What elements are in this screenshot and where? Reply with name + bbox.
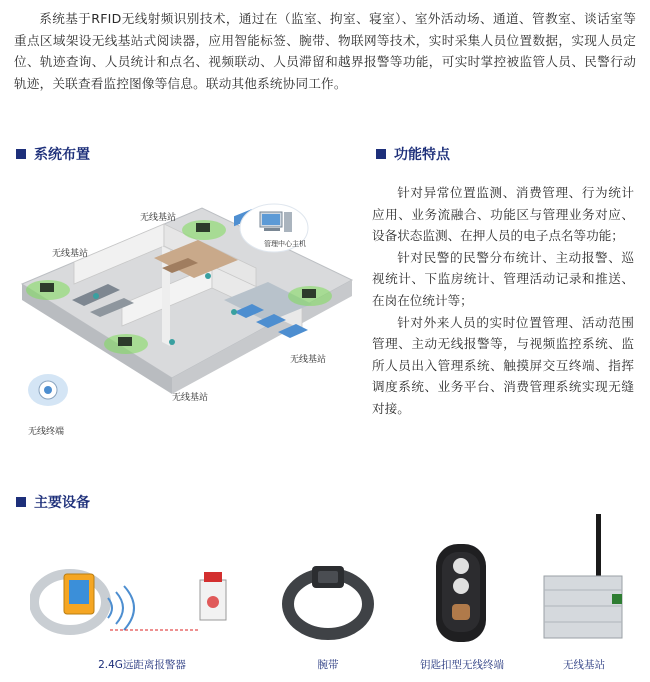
- product-label-base-station: 无线基站: [563, 659, 605, 671]
- label-base-station-bottom: 无线基站: [172, 393, 209, 403]
- section-heading-layout: [16, 144, 90, 164]
- label-base-station-top: 无线基站: [140, 213, 177, 223]
- square-bullet-icon: [16, 149, 26, 159]
- wireless-terminal-icon: [28, 374, 68, 406]
- features-text: [372, 182, 634, 420]
- base-station-top-icon: [182, 220, 226, 240]
- label-host: 管理中心主机: [264, 240, 306, 248]
- base-station-left-icon: [26, 280, 70, 300]
- product-label-key-fob: 钥匙扣型无线终端: [420, 659, 504, 671]
- features-paragraph-3: 针对外来人员的实时位置管理、活动范围管理、主动无线报警等，与视频监控系统、监所人员出入管理系统、触摸屏交互终端、指挥调度系统、业务平台、消费管理系统实现无缝对接。: [372, 314, 634, 416]
- products-row: [0, 508, 650, 682]
- section-title-layout: 系统布置: [34, 147, 90, 163]
- section-heading-features: [376, 144, 450, 164]
- label-terminal: 无线终端: [28, 427, 65, 437]
- product-label-wristband: 腕带: [317, 659, 339, 671]
- base-station-bottom-icon: [104, 334, 148, 354]
- section-title-features: 功能特点: [394, 147, 450, 163]
- label-base-station-left: 无线基站: [52, 249, 89, 259]
- square-bullet-icon: [16, 497, 26, 507]
- square-bullet-icon: [376, 149, 386, 159]
- intro-paragraph: 系统基于RFID无线射频识别技术，通过在（监室、拘室、寝室）、室外活动场、通道、管教室、谈话室等重点区域架设无线基站式阅读器，应用智能标签、腕带、物联网等技术，实时采集人员位置数据，实现人员定位、轨迹查询、人员统计和点名、视频联动、人员滞留和越界报警等功能，可实时掌控被监管人员、民警行动轨迹，关联查看监控图像等信息。联动其他系统协同工作。: [14, 11, 636, 91]
- key-fob-terminal-image: [426, 538, 496, 648]
- features-paragraph-2: 针对民警的民警分布统计、主动报警、巡视统计、下监房统计、管理活动记录和推送、在岗在位统计等；: [372, 249, 634, 308]
- base-station-right-icon: [288, 286, 332, 306]
- long-range-alarm-image: [30, 560, 260, 650]
- base-station-device-image: [538, 510, 628, 648]
- features-paragraph-1: 针对异常位置监测、消费管理、行为统计应用、业务流融合、功能区与管理业务对应、设备状态监测、在押人员的电子点名等功能；: [372, 185, 634, 244]
- product-label-alarm: 2.4G远距离报警器: [98, 659, 186, 671]
- label-base-station-right: 无线基站: [290, 355, 327, 365]
- wristband-image: [282, 548, 374, 648]
- section-title-equipment: 主要设备: [34, 495, 90, 511]
- system-layout-diagram: [12, 172, 358, 452]
